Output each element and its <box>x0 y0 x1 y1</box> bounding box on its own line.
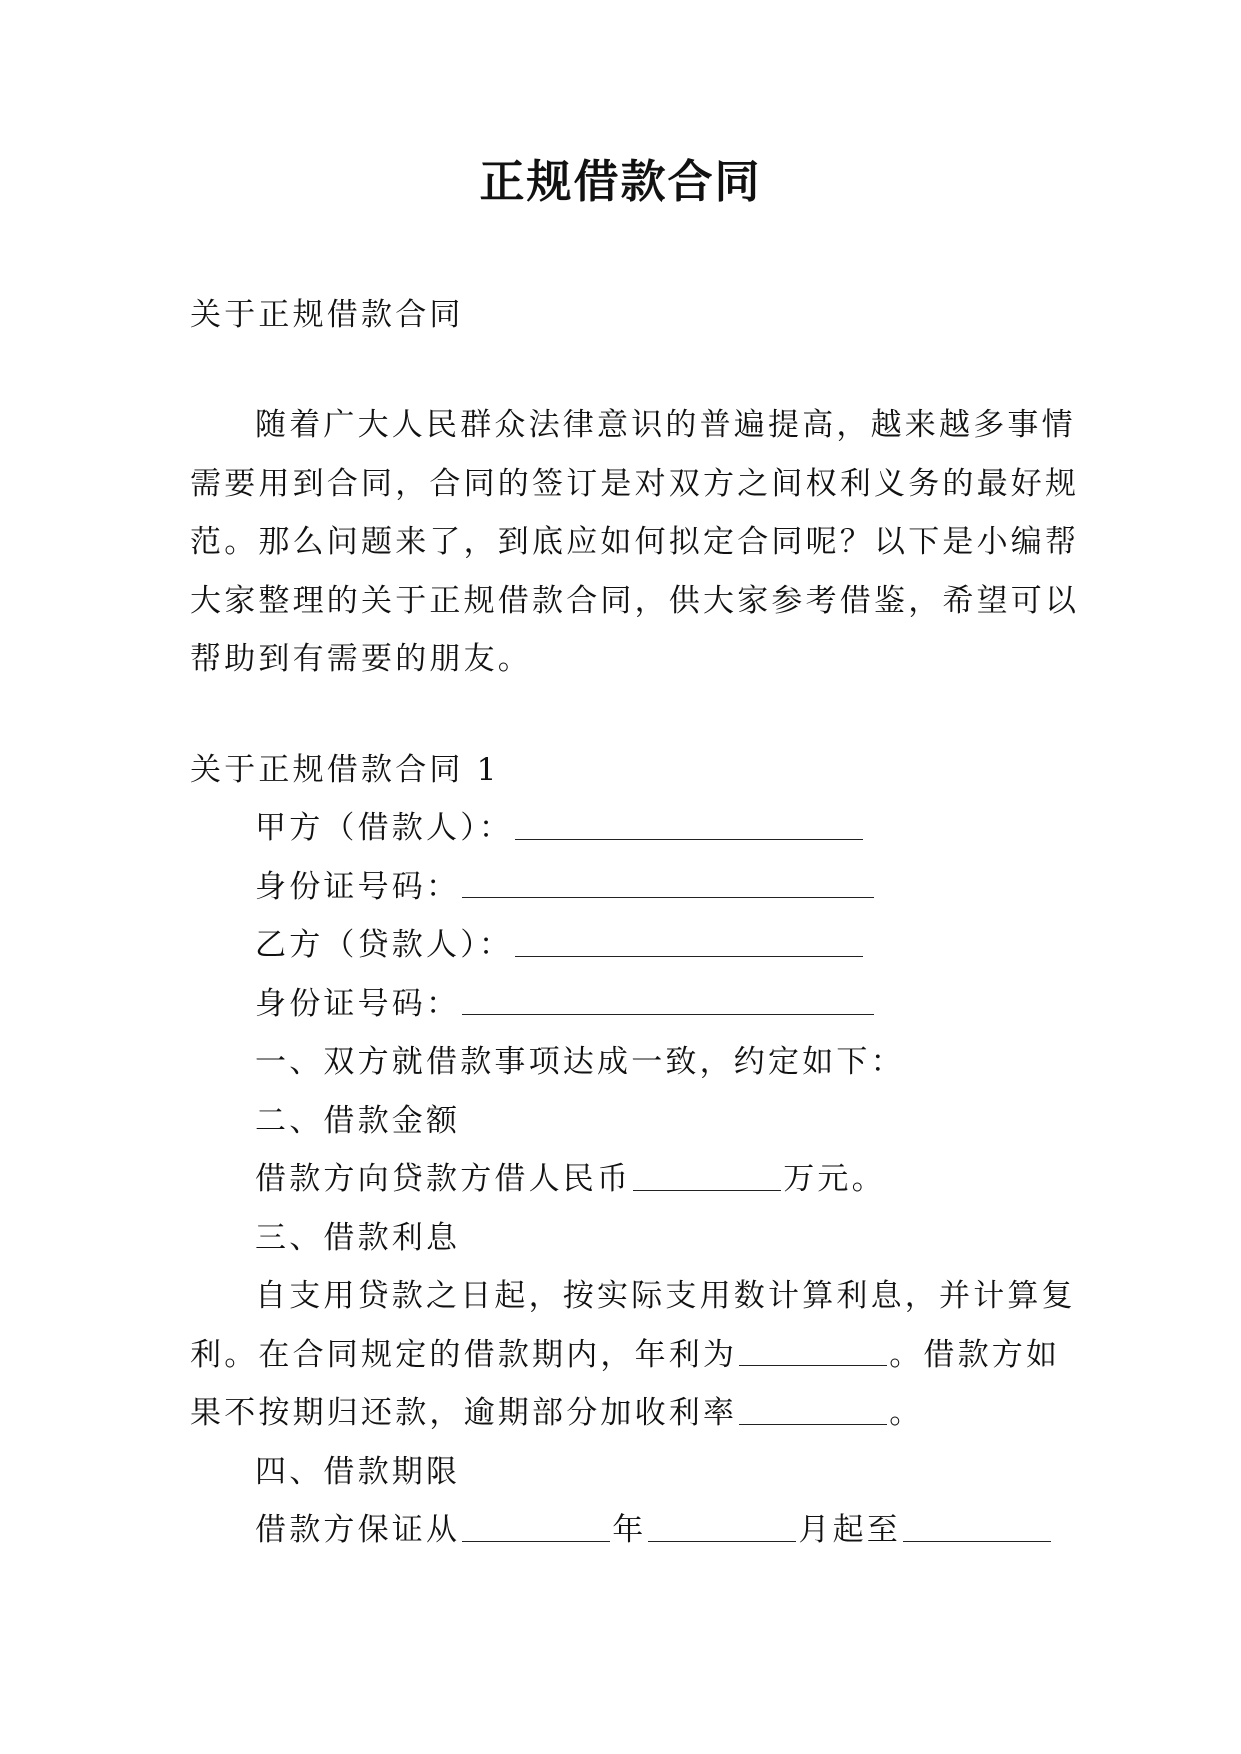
section-title: 关于正规借款合同 1 <box>190 751 500 788</box>
intro-line: 随着广大人民群众法律意识的普遍提高，越来越多事情 <box>255 407 1076 443</box>
party-a-id-blank <box>462 866 874 898</box>
clause-3-line <box>190 1326 1061 1385</box>
clause-4-pre: 借款方保证从 <box>255 1512 461 1548</box>
clause-3-line: 自支用贷款之日起，按实际支用数计算利息，并计算复 <box>255 1278 1076 1314</box>
clause-3-overdue-post: 。 <box>889 1395 924 1431</box>
clause-4-year-label: 年 <box>612 1512 647 1548</box>
clause-3-rate-pre: 利。在合同规定的借款期内，年利为 <box>190 1336 738 1373</box>
intro-line: 需要用到合同，合同的签订是对双方之间权利义务的最好规 <box>190 465 1080 502</box>
clause-4-month-label: 月起至 <box>798 1512 902 1548</box>
clause-2-pre: 借款方向贷款方借人民币 <box>255 1161 632 1197</box>
end-date-blank <box>903 1510 1051 1542</box>
clause-4-title: 四、借款期限 <box>255 1453 461 1490</box>
party-a-label: 甲方（借款人）： <box>255 810 514 846</box>
amount-blank <box>633 1159 781 1191</box>
party-b-id-row <box>190 975 1052 1034</box>
intro-line: 范。那么问题来了，到底应如何拟定合同呢？以下是小编帮 <box>190 524 1080 560</box>
clause-3-overdue-pre: 果不按期归还款，逾期部分加收利率 <box>190 1395 738 1431</box>
party-b-blank <box>515 925 863 957</box>
document-body <box>190 286 1080 1560</box>
party-b-label: 乙方（贷款人）： <box>255 927 514 963</box>
start-year-blank <box>462 1510 610 1542</box>
clause-2-title: 二、借款金额 <box>255 1102 461 1139</box>
id-number-label: 身份证号码： <box>255 868 461 905</box>
party-a-id-row <box>190 858 1052 917</box>
overdue-rate-blank <box>739 1393 887 1425</box>
party-b-row <box>190 916 1052 975</box>
intro-line: 大家整理的关于正规借款合同，供大家参考借鉴，希望可以 <box>190 582 1080 619</box>
party-a-row <box>190 799 1052 858</box>
id-number-label: 身份证号码： <box>255 985 461 1022</box>
party-b-id-blank <box>462 983 874 1015</box>
clause-3-line <box>190 1384 1052 1443</box>
document-title: 正规借款合同 <box>479 155 762 208</box>
intro-line: 帮助到有需要的朋友。 <box>190 641 532 677</box>
clause-3-title: 三、借款利息 <box>255 1219 461 1256</box>
clause-1: 一、双方就借款事项达成一致，约定如下： <box>255 1044 905 1080</box>
start-month-blank <box>648 1510 796 1542</box>
intro-paragraph <box>190 396 1080 689</box>
document-subtitle: 关于正规借款合同 <box>190 297 464 333</box>
clause-3-rate-post: 。借款方如 <box>889 1336 1061 1373</box>
clause-2-post: 万元。 <box>783 1161 886 1197</box>
party-a-blank <box>515 808 863 840</box>
clause-4-text <box>190 1501 1052 1560</box>
annual-rate-blank <box>739 1334 887 1366</box>
clause-2-text <box>190 1150 1052 1209</box>
